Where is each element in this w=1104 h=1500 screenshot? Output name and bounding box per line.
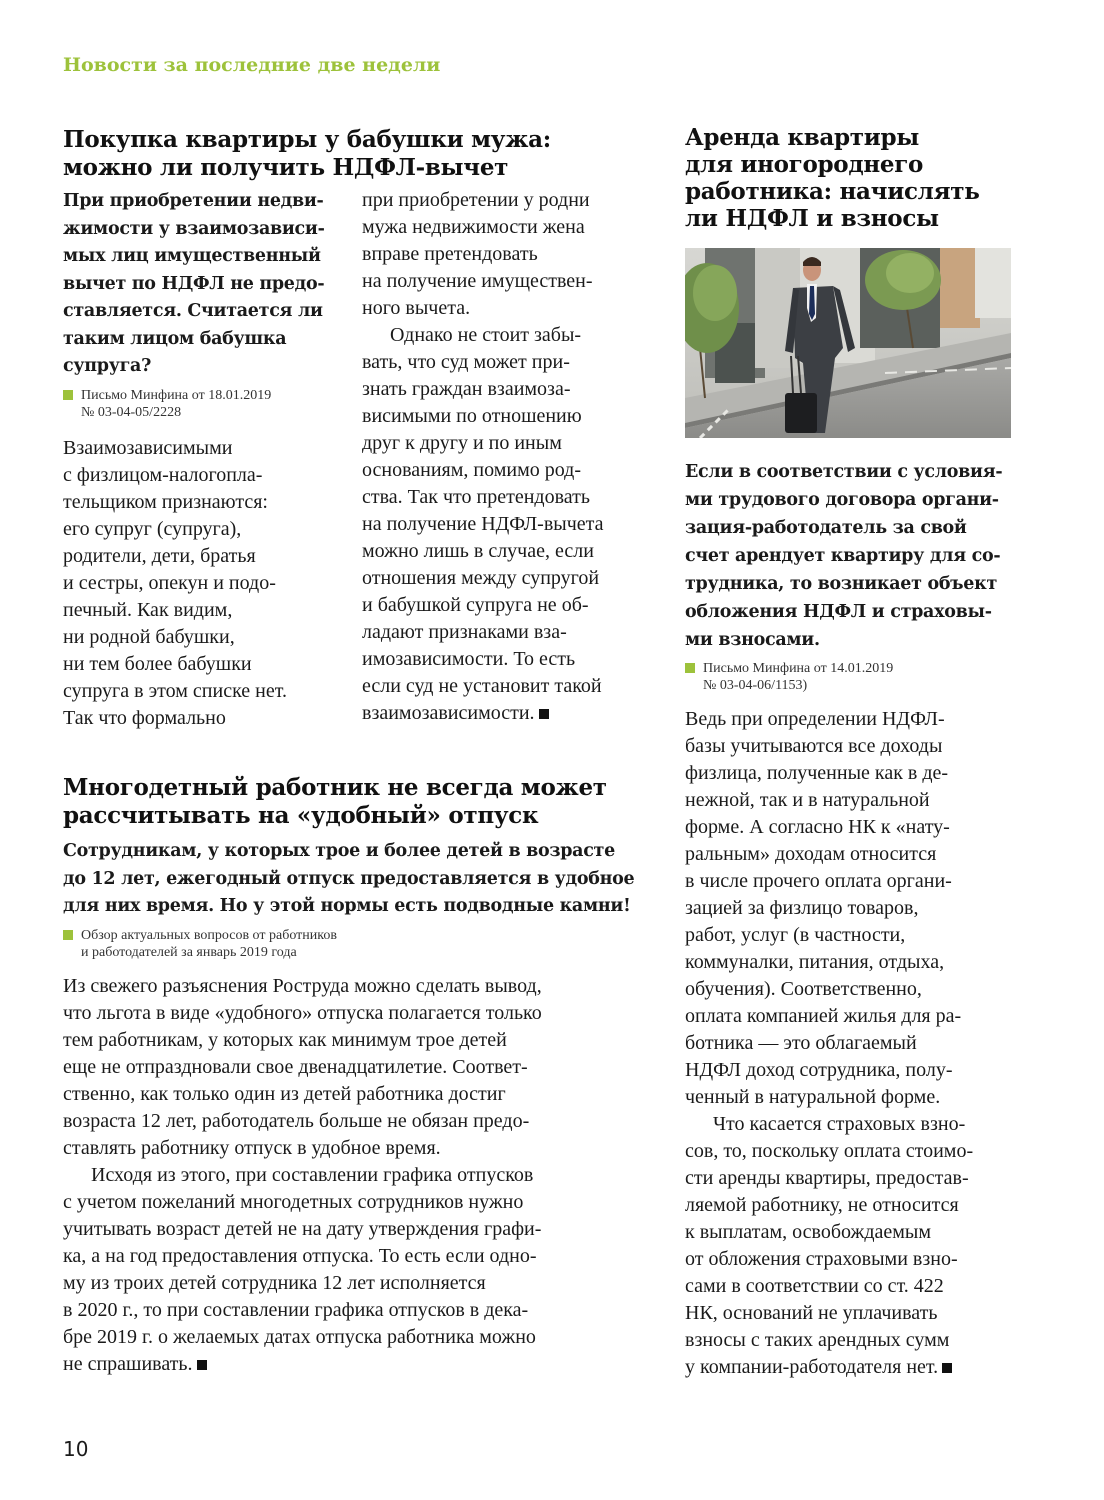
body-line: ства. Так что претендовать [362,486,590,508]
end-mark-icon [942,1363,952,1373]
body-line: знать граждан взаимоза- [362,378,571,400]
businessman-with-suitcase-image [685,248,1011,438]
title-line: Многодетный работник не всегда может [63,774,607,801]
body-line: бре 2019 г. о желаемых датах отпуска работника можно [63,1325,536,1348]
body-line: сами в соответствии со ст. 422 [685,1275,944,1297]
body-line: физлица, полученные как в де- [685,762,949,784]
body-line: с физлицом-налогопла- [63,463,263,486]
body-line: базы учитываются все доходы [685,735,943,757]
body-line: друг к другу и по иным [362,432,562,454]
body-line: ставлять работнику отпуск в удобное время. [63,1136,441,1159]
article1-title [63,126,643,182]
green-square-icon [685,663,695,673]
body-line: оплата компанией жилья для ра- [685,1005,962,1027]
body-line: вать, что суд может при- [362,351,570,373]
body-line: сов, то, поскольку оплата стоимо- [685,1140,974,1162]
article3-body [685,706,1025,1381]
source-line: Письмо Минфина от 14.01.2019 [703,661,894,676]
body-line: с учетом пожеланий многодетных сотрудников нужно [63,1190,524,1213]
body-line: ни тем более бабушки [63,652,252,675]
article1-body-col1 [63,435,353,732]
body-line: при приобретении у родни [362,189,590,211]
body-line: Однако не стоит забы- [390,324,582,346]
lead-line: трудника, то возникает объект [685,574,998,594]
body-line: ственно, как только один из детей работника достиг [63,1082,506,1105]
body-line: в 2020 г., то при составлении графика отпусков в дека- [63,1298,529,1321]
article2-body [63,973,653,1378]
title-line: работника: начислять [685,178,980,205]
article1-source [63,387,353,421]
lead-line: до 12 лет, ежегодный отпуск предоставляется в удобное [63,868,635,889]
body-line: печный. Как видим, [63,598,233,621]
article1-body-col2 [362,187,642,727]
body-line: ка, а на год предоставления отпуска. То есть если одно- [63,1244,537,1267]
article3-lead [685,458,1025,654]
body-line: нежной, так и в натуральной [685,789,930,811]
body-line: работ, услуг (в частности, [685,924,906,946]
lead-line: мых лиц имущественный [63,246,321,266]
body-line: учитывать возраст детей не на дату утверждения графи- [63,1217,542,1240]
body-line: можно лишь в случае, если [362,540,594,562]
body-line: возраста 12 лет, работодатель больше не обязан предо- [63,1109,530,1132]
lead-line: супруга? [63,356,152,376]
body-line: к выплатам, освобождаемым [685,1221,932,1243]
body-line: основаниям, помимо род- [362,459,581,481]
article2-title [63,774,653,830]
body-line: на получение НДФЛ-вычета [362,513,604,535]
body-line: му из троих детей сотрудника 12 лет исполняется [63,1271,486,1294]
body-line: ботника — это облагаемый [685,1032,917,1054]
lead-line: обложения НДФЛ и страховы- [685,602,992,622]
body-line: отношения между супругой [362,567,600,589]
title-line: для иногороднего [685,151,924,178]
body-line: если суд не установит такой [362,675,602,697]
body-line: ни родной бабушки, [63,625,235,648]
body-line: родители, дети, братья [63,544,256,567]
source-line: и работодателей за январь 2019 года [81,944,297,960]
body-line: Ведь при определении НДФЛ- [685,708,945,730]
body-line: ладают признаками вза- [362,621,567,643]
body-line: мужа недвижимости жена [362,216,585,238]
lead-line: ми трудового договора органи- [685,490,999,510]
body-line: не спрашивать. [63,1352,193,1375]
body-line: вправе претендовать [362,243,538,265]
source-line: Обзор актуальных вопросов от работников [81,927,337,943]
body-line: имозависимости. То есть [362,648,576,670]
source-line: № 03-04-06/1153) [703,678,808,693]
lead-line: жимости у взаимозависи- [63,218,325,239]
body-line: НК, оснований не уплачивать [685,1302,938,1324]
lead-line: ставляется. Считается ли [63,301,323,321]
body-line: ченный в натуральной форме. [685,1086,941,1108]
article3-title [685,124,1025,232]
body-line: и сестры, опекун и подо- [63,571,276,594]
article3-source [685,660,1025,694]
body-line: что льгота в виде «удобного» отпуска полагается только [63,1001,542,1024]
green-square-icon [63,930,73,940]
green-square-icon [63,390,73,400]
lead-line: вычет по НДФЛ не предо- [63,273,325,294]
body-line: ральным» доходам относится [685,843,937,865]
page-number: 10 [63,1437,89,1461]
article3-lead-block [685,458,1025,1381]
title-line: Покупка квартиры у бабушки мужа: [63,126,551,153]
body-line: в числе прочего оплата органи- [685,870,952,892]
body-line: сти аренды квартиры, предостав- [685,1167,969,1189]
body-line: ляемой работнику, не относится [685,1194,959,1216]
lead-line: счет арендует квартиру для со- [685,546,1001,566]
body-line: зацией за физлицо товаров, [685,897,919,919]
lead-line: таким лицом бабушка [63,328,287,349]
section-title: Новости за последние две недели [63,54,441,76]
body-line: еще не отпраздновали свое двенадцатилетие. Соответ- [63,1055,528,1078]
lead-line: Сотрудникам, у которых трое и более детей в возрасте [63,841,615,861]
body-line: от обложения страховыми взно- [685,1248,958,1270]
end-mark-icon [197,1360,207,1370]
source-line: Письмо Минфина от 18.01.2019 [81,387,272,403]
body-line: Так что формально [63,706,226,729]
body-line: НДФЛ доход сотрудника, полу- [685,1059,953,1081]
article3-photo [685,248,1011,438]
body-line: тем работникам, у которых как минимум трое детей [63,1028,507,1051]
lead-line: ми взносами. [685,630,820,650]
article2 [63,774,653,1378]
title-line: Аренда квартиры [685,124,920,151]
article1-lead-column [63,188,353,732]
body-line: и бабушкой супруга не об- [362,594,589,616]
body-line: Исходя из этого, при составлении графика отпусков [91,1163,534,1186]
body-line: Из свежего разъяснения Роструда можно сделать вывод, [63,974,542,997]
title-line: рассчитывать на «удобный» отпуск [63,802,539,829]
lead-line: При приобретении недви- [63,191,324,211]
body-line: висимыми по отношению [362,405,582,427]
article2-lead [63,838,653,921]
body-line: обучения). Соответственно, [685,978,922,1000]
body-line: коммуналки, питания, отдыха, [685,951,945,973]
lead-line: для них время. Но у этой нормы есть подводные камни! [63,896,631,916]
lead-line: Если в соответствии с условия- [685,462,1003,482]
body-line: ного вычета. [362,297,471,319]
article2-source [63,927,653,961]
body-line: взносы с таких арендных сумм [685,1329,950,1351]
body-line: у компании-работодателя нет. [685,1356,939,1378]
body-line: на получение имуществен- [362,270,593,292]
lead-line: зация-работодатель за свой [685,518,967,538]
body-line: его супруг (супруга), [63,517,242,540]
body-line: форме. А согласно НК к «нату- [685,816,950,838]
end-mark-icon [539,709,549,719]
title-line: ли НДФЛ и взносы [685,205,939,232]
body-line: Взаимозависимыми [63,436,233,459]
source-line: № 03-04-05/2228 [81,404,182,420]
body-line: тельщиком признаются: [63,490,268,513]
body-line: взаимозависимости. [362,702,535,724]
article1-lead [63,188,353,381]
title-line: можно ли получить НДФЛ-вычет [63,154,509,181]
body-line: Что касается страховых взно- [713,1113,966,1135]
body-line: супруга в этом списке нет. [63,679,287,702]
